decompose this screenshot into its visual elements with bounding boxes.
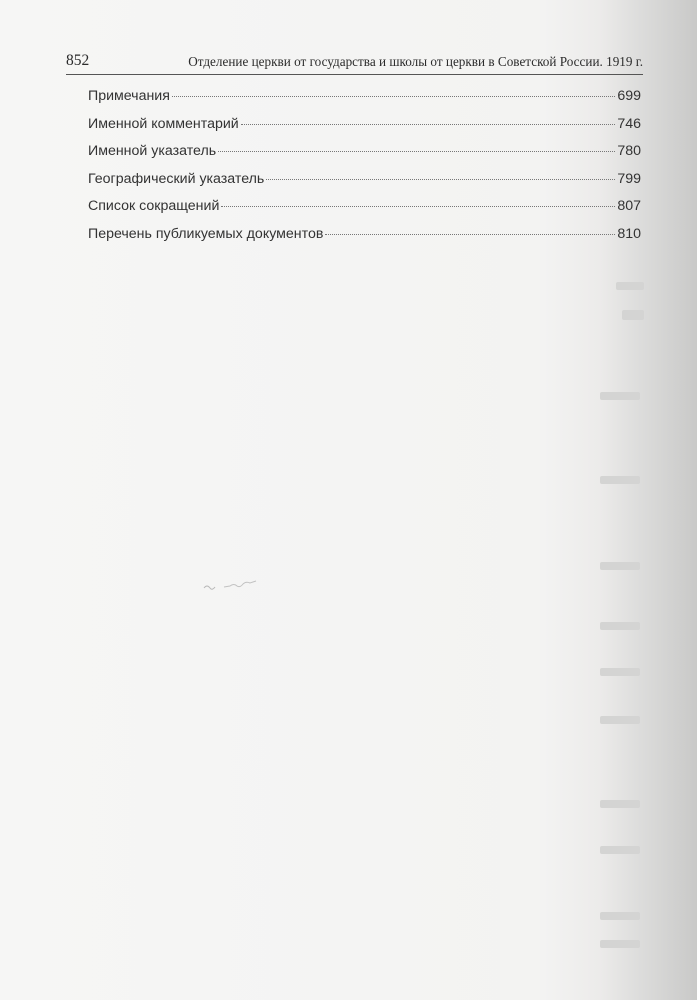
toc-entry-page: 807 [617, 198, 641, 214]
dot-leader [241, 123, 616, 125]
toc-entry-page: 780 [617, 143, 641, 159]
toc-entry-page: 810 [617, 225, 641, 242]
toc-entry [88, 198, 641, 226]
dot-leader [221, 205, 615, 207]
toc-entry [88, 116, 641, 144]
toc-entry [88, 226, 641, 254]
running-title: Отделение церкви от государства и школы от церкви в Советской России. 1919 г. [188, 54, 643, 69]
toc-entry [88, 171, 641, 199]
dot-leader [325, 233, 615, 235]
toc-entry-title: Примечания [88, 88, 170, 104]
pencil-scribble-mark [200, 572, 280, 596]
toc-entry-page: 699 [617, 88, 641, 104]
page-number: 852 [66, 52, 90, 69]
table-of-contents [88, 88, 641, 253]
toc-entry-page: 746 [617, 115, 641, 132]
toc-entry [88, 88, 641, 116]
toc-entry-title: Именной указатель [88, 143, 217, 159]
toc-entry-title: Перечень публикуемых документов [88, 225, 324, 242]
toc-entry [88, 143, 641, 171]
toc-entry-title: Географический указатель [88, 170, 265, 187]
toc-entry-title: Именной комментарий [88, 115, 239, 132]
toc-entry-title: Список сокращений [88, 198, 220, 214]
dot-leader [266, 178, 615, 180]
page-header [66, 52, 643, 74]
dot-leader [172, 95, 615, 97]
show-through-marks [598, 280, 650, 960]
dot-leader [218, 150, 615, 152]
toc-entry-page: 799 [617, 170, 641, 187]
header-rule [66, 74, 643, 75]
